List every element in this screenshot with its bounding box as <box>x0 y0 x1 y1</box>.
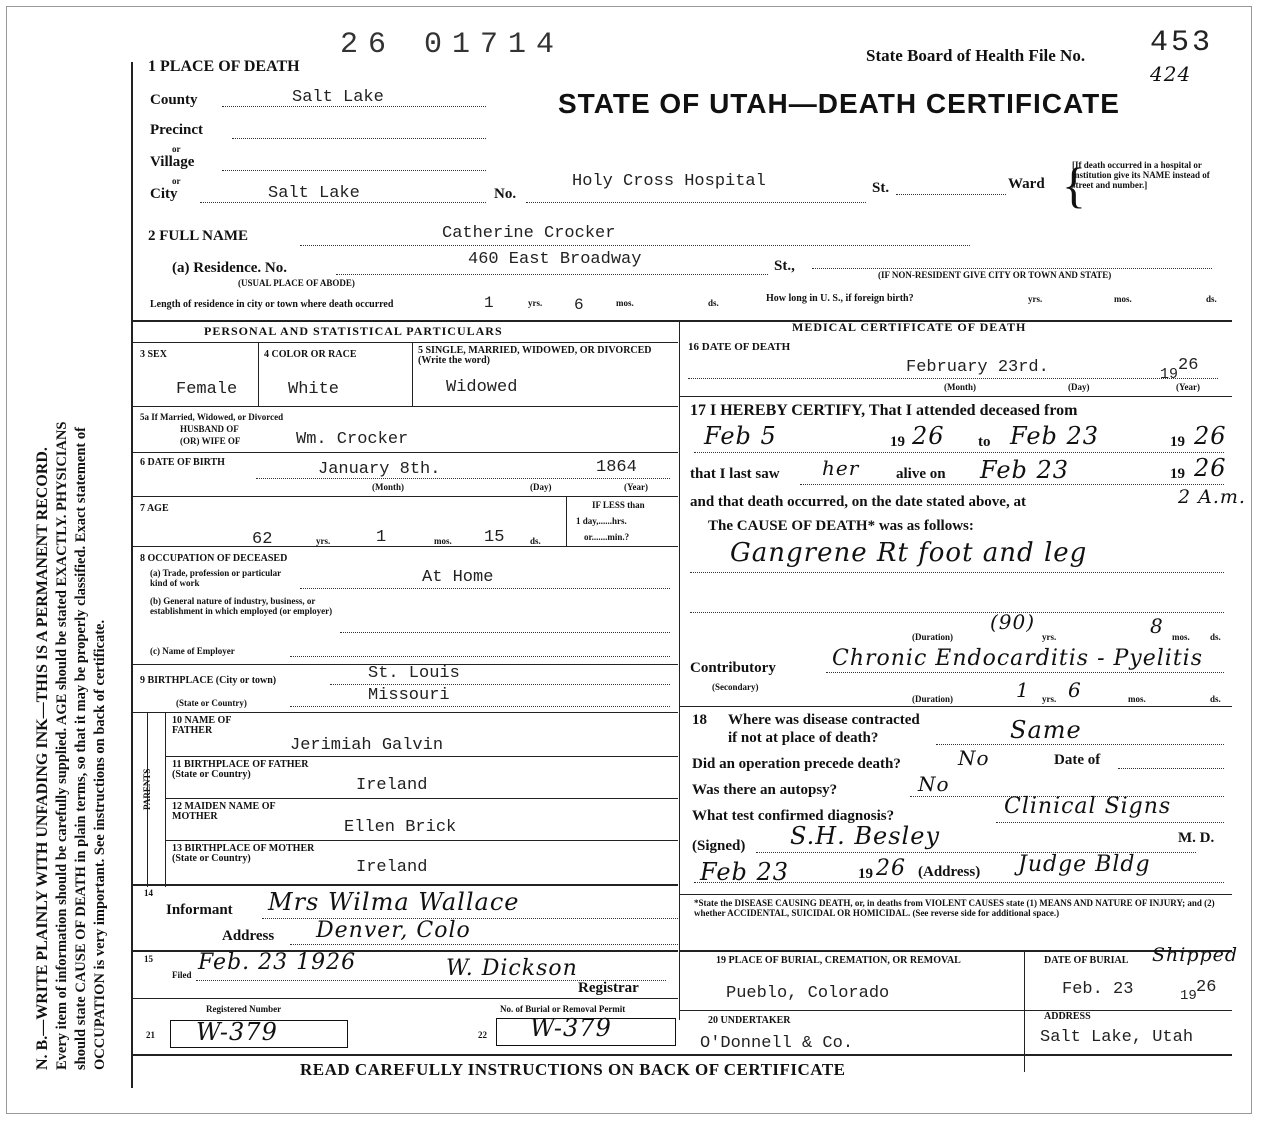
parents-label: PARENTS <box>142 768 152 810</box>
last-saw-date: Feb 23 <box>980 456 1070 484</box>
residence-value: 460 East Broadway <box>468 250 642 269</box>
date-of-death-month-day: February 23rd. <box>906 358 1049 377</box>
sex-label: 3 SEX <box>140 349 167 360</box>
burial-place-label: 19 PLACE OF BURIAL, CREMATION, OR REMOVAL <box>716 955 961 966</box>
length-mos: 6 <box>574 296 584 314</box>
attended-to-year: 26 <box>1194 422 1227 450</box>
duration-months: 8 <box>1150 614 1164 638</box>
operation-value: No <box>958 746 990 770</box>
birthplace-state-label: (State or Country) <box>176 698 247 708</box>
q18-answer: Same <box>1010 716 1082 744</box>
signed-year: 26 <box>876 856 906 881</box>
age-ds-label: ds. <box>530 536 541 546</box>
mos-label: mos. <box>616 298 634 308</box>
registered-number-label: Registered Number <box>206 1004 282 1014</box>
date-of-label: Date of <box>1054 752 1101 768</box>
us-ds-label: ds. <box>1206 294 1217 304</box>
burial-year: 26 <box>1196 978 1217 997</box>
spouse-label-3: (OR) WIFE OF <box>180 436 241 446</box>
signed-label: (Signed) <box>692 838 746 854</box>
registered-number: W-379 <box>196 1018 278 1046</box>
village-label: Village <box>150 154 195 170</box>
ward-label: Ward <box>1008 176 1045 192</box>
contributory-months: 6 <box>1068 678 1082 702</box>
death-day-label: (Day) <box>1068 382 1090 392</box>
mother-birthplace: Ireland <box>356 858 428 877</box>
autopsy-value: No <box>918 772 950 796</box>
county-label: County <box>150 92 198 108</box>
duration-ds-label: ds. <box>1210 632 1221 642</box>
burial-date: Feb. 23 <box>1062 980 1134 999</box>
nineteen-label-1: 19 <box>890 434 905 450</box>
death-year-label: (Year) <box>1176 382 1200 392</box>
filed-date: Feb. 23 1926 <box>198 950 357 975</box>
death-time: 2 A.m. <box>1178 486 1246 508</box>
month-label: (Month) <box>372 482 404 492</box>
spouse-label-1: 5a If Married, Widowed, or Divorced <box>140 412 284 422</box>
undertaker-label: 20 UNDERTAKER <box>708 1015 791 1026</box>
physician-signature: S.H. Besley <box>790 822 940 850</box>
sex-value: Female <box>176 380 238 399</box>
undertaker-value: O'Donnell & Co. <box>700 1034 854 1053</box>
informant-value: Mrs Wilma Wallace <box>268 888 520 916</box>
burial-place: Pueblo, Colorado <box>726 984 890 1003</box>
duration-yrs-label: yrs. <box>1042 632 1057 642</box>
day-label: (Day) <box>530 482 552 492</box>
residence-label: (a) Residence. No. <box>172 260 287 276</box>
spouse-label-2: HUSBAND OF <box>180 424 239 434</box>
side-notes <box>32 80 132 1070</box>
date-of-death-year-prefix: 19 <box>1160 366 1179 383</box>
mother-label: 12 MAIDEN NAME OF MOTHER <box>172 801 276 822</box>
operation-label: Did an operation precede death? <box>692 756 901 772</box>
us-yrs-label: yrs. <box>1028 294 1043 304</box>
file-number-alt: 424 <box>1150 62 1192 86</box>
side-note-line4: OCCUPATION is very important. See instructions on back of certificate. <box>92 619 108 1070</box>
mother-birthplace-label: 13 BIRTHPLACE OF MOTHER (State or Country) <box>172 843 315 864</box>
burial-date-override: Shipped <box>1152 944 1239 966</box>
ward-note: [If death occurred in a hospital or institution give its NAME instead of street and number.] <box>1072 160 1210 190</box>
father-value: Jerimiah Galvin <box>290 736 444 755</box>
age-mos-label: mos. <box>434 536 452 546</box>
occupation-c-label: (c) Name of Employer <box>150 646 235 656</box>
alive-on-label: alive on <box>896 466 946 482</box>
birthplace-label: 9 BIRTHPLACE (City or town) <box>140 675 277 686</box>
or-label-2: or <box>172 176 181 186</box>
residence-st-label: St., <box>774 258 795 274</box>
informant-label: Informant <box>166 902 233 918</box>
less-than-1: IF LESS than <box>592 500 645 510</box>
file-number: 453 <box>1150 26 1214 60</box>
nineteen-label-4: 19 <box>858 866 873 882</box>
contrib-duration-label: (Duration) <box>912 694 953 704</box>
spouse-value: Wm. Crocker <box>296 430 409 449</box>
birthplace-state: Missouri <box>368 686 450 705</box>
duration-label: (Duration) <box>912 632 953 642</box>
certificate-serial: 26 01714 <box>340 28 565 62</box>
place-of-death-label: 1 PLACE OF DEATH <box>148 58 300 75</box>
mother-value: Ellen Brick <box>344 818 457 837</box>
non-resident-note: (IF NON-RESIDENT GIVE CITY OR TOWN AND STATE) <box>878 270 1112 280</box>
duration-mos-label: mos. <box>1172 632 1190 642</box>
contributory-years: 1 <box>1016 678 1030 702</box>
filed-label: Filed <box>172 970 192 980</box>
certificate-title: STATE OF UTAH—DEATH CERTIFICATE <box>558 88 1120 119</box>
cause-label: The CAUSE OF DEATH* was as follows: <box>708 518 974 534</box>
burial-year-prefix: 19 <box>1180 988 1197 1004</box>
attended-from: Feb 5 <box>704 422 777 450</box>
or-label: or <box>172 144 181 154</box>
item-21-label: 21 <box>146 1030 155 1040</box>
date-of-death-year: 26 <box>1178 356 1199 375</box>
duration-years: (90) <box>990 610 1036 634</box>
test-value: Clinical Signs <box>1004 794 1172 819</box>
last-saw-who: her <box>822 456 860 480</box>
date-of-death-label: 16 DATE OF DEATH <box>688 341 791 353</box>
side-note-line1: N. B.—WRITE PLAINLY WITH UNFADING INK—THIS IS A PERMANENT RECORD. <box>34 447 51 1070</box>
contributory-value: Chronic Endocarditis - Pyelitis <box>832 646 1203 671</box>
autopsy-label: Was there an autopsy? <box>692 782 838 798</box>
cause-value: Gangrene Rt foot and leg <box>730 538 1088 568</box>
medical-heading: MEDICAL CERTIFICATE OF DEATH <box>792 320 1027 334</box>
state-board-label: State Board of Health File No. <box>866 46 1086 65</box>
death-month-label: (Month) <box>944 382 976 392</box>
precinct-label: Precinct <box>150 122 204 138</box>
physician-address: Judge Bldg <box>1018 852 1151 877</box>
contrib-mos-label: mos. <box>1128 694 1146 704</box>
city-label: City <box>150 186 178 202</box>
md-label: M. D. <box>1178 830 1215 846</box>
nineteen-label-2: 19 <box>1170 434 1185 450</box>
us-label: How long in U. S., if foreign birth? <box>766 293 914 304</box>
personal-heading: PERSONAL AND STATISTICAL PARTICULARS <box>204 324 503 338</box>
side-note-line3: should state CAUSE OF DEATH in plain terms, so that it may be properly classified. Exact statement of <box>73 427 89 1070</box>
secondary-label: (Secondary) <box>712 682 759 692</box>
burial-permit-number: W-379 <box>530 1014 612 1042</box>
death-occurred-label: and that death occurred, on the date stated above, at <box>690 494 1026 510</box>
burial-date-label: DATE OF BURIAL <box>1044 955 1129 966</box>
marital-label: 5 SINGLE, MARRIED, WIDOWED, OR DIVORCED (Write the word) <box>418 345 652 366</box>
length-of-residence-label: Length of residence in city or town where death occurred <box>150 299 394 310</box>
to-label: to <box>978 434 991 450</box>
contrib-yrs-label: yrs. <box>1042 694 1057 704</box>
age-days: 15 <box>484 528 505 547</box>
side-note-line2: Every item of information should be carefully supplied. AGE should be stated EXACTLY. PHYSICIANS <box>54 421 70 1070</box>
year-label: (Year) <box>624 482 648 492</box>
age-yrs-label: yrs. <box>316 536 331 546</box>
nineteen-label-3: 19 <box>1170 466 1185 482</box>
attended-to: Feb 23 <box>1010 422 1100 450</box>
footnote: *State the DISEASE CAUSING DEATH, or, in deaths from VIOLENT CAUSES state (1) MEANS AND NATURE OF INJURY; and (2) whether ACCIDENTAL, SUICIDAL OR HOMICIDAL. (See reverse side for additional space.) <box>694 898 1215 918</box>
undertaker-address: Salt Lake, Utah <box>1040 1028 1194 1047</box>
us-mos-label: mos. <box>1114 294 1132 304</box>
city-value: Salt Lake <box>268 184 360 203</box>
q18-line2: if not at place of death? <box>728 730 879 746</box>
contrib-ds-label: ds. <box>1210 694 1221 704</box>
age-label: 7 AGE <box>140 503 169 514</box>
street-no-value: Holy Cross Hospital <box>572 172 766 191</box>
item-22-label: 22 <box>478 1030 487 1040</box>
father-birthplace: Ireland <box>356 776 428 795</box>
informant-address-label: Address <box>222 928 275 944</box>
informant-address: Denver, Colo <box>316 918 471 943</box>
age-months: 1 <box>376 528 387 547</box>
age-years: 62 <box>252 530 273 549</box>
residence-sublabel: (USUAL PLACE OF ABODE) <box>238 278 355 288</box>
signed-date: Feb 23 <box>700 858 790 886</box>
less-than-3: or.......min.? <box>584 532 630 542</box>
burial-permit-label: No. of Burial or Removal Permit <box>500 1004 626 1014</box>
father-birthplace-label: 11 BIRTHPLACE OF FATHER (State or Country) <box>172 759 309 780</box>
contributory-label: Contributory <box>690 660 776 676</box>
occupation-value: At Home <box>422 568 494 587</box>
st-label: St. <box>872 180 890 196</box>
test-label: What test confirmed diagnosis? <box>692 808 895 824</box>
dob-month-day: January 8th. <box>318 460 441 479</box>
father-label: 10 NAME OF FATHER <box>172 715 232 736</box>
occupation-a-label: (a) Trade, profession or particular kind of work <box>150 568 281 588</box>
occupation-b-label: (b) General nature of industry, business, or establishment in which employed (or employer) <box>150 596 333 616</box>
less-than-2: 1 day,......hrs. <box>576 516 627 526</box>
undertaker-address-label: ADDRESS <box>1044 1011 1091 1022</box>
q18-number: 18 <box>692 712 707 728</box>
item-15-label: 15 <box>144 954 153 964</box>
birthplace-city: St. Louis <box>368 664 460 683</box>
full-name-value: Catherine Crocker <box>442 224 616 243</box>
color-value: White <box>288 380 340 399</box>
dob-label: 6 DATE OF BIRTH <box>140 457 225 468</box>
attended-from-year: 26 <box>912 422 945 450</box>
color-label: 4 COLOR OR RACE <box>264 349 357 360</box>
q18-line1: Where was disease contracted <box>728 712 920 728</box>
dob-year: 1864 <box>596 458 637 477</box>
last-saw-label: that I last saw <box>690 466 780 482</box>
yrs-label: yrs. <box>528 298 543 308</box>
registrar-label: Registrar <box>578 980 639 996</box>
physician-address-label: (Address) <box>918 864 981 880</box>
ward-bracket: { <box>1062 157 1086 213</box>
marital-value: Widowed <box>446 378 518 397</box>
county-value: Salt Lake <box>292 88 384 107</box>
last-saw-year: 26 <box>1194 454 1227 482</box>
street-no-label: No. <box>494 186 517 202</box>
full-name-label: 2 FULL NAME <box>148 228 249 244</box>
occupation-label: 8 OCCUPATION OF DECEASED <box>140 553 288 564</box>
ds-label: ds. <box>708 298 719 308</box>
length-yrs: 1 <box>484 294 494 312</box>
registrar-signature: W. Dickson <box>446 956 578 981</box>
certify-line: 17 I HEREBY CERTIFY, That I attended deceased from <box>690 402 1078 419</box>
item-14-label: 14 <box>144 888 153 898</box>
footer-instructions: READ CAREFULLY INSTRUCTIONS ON BACK OF CERTIFICATE <box>300 1060 846 1079</box>
